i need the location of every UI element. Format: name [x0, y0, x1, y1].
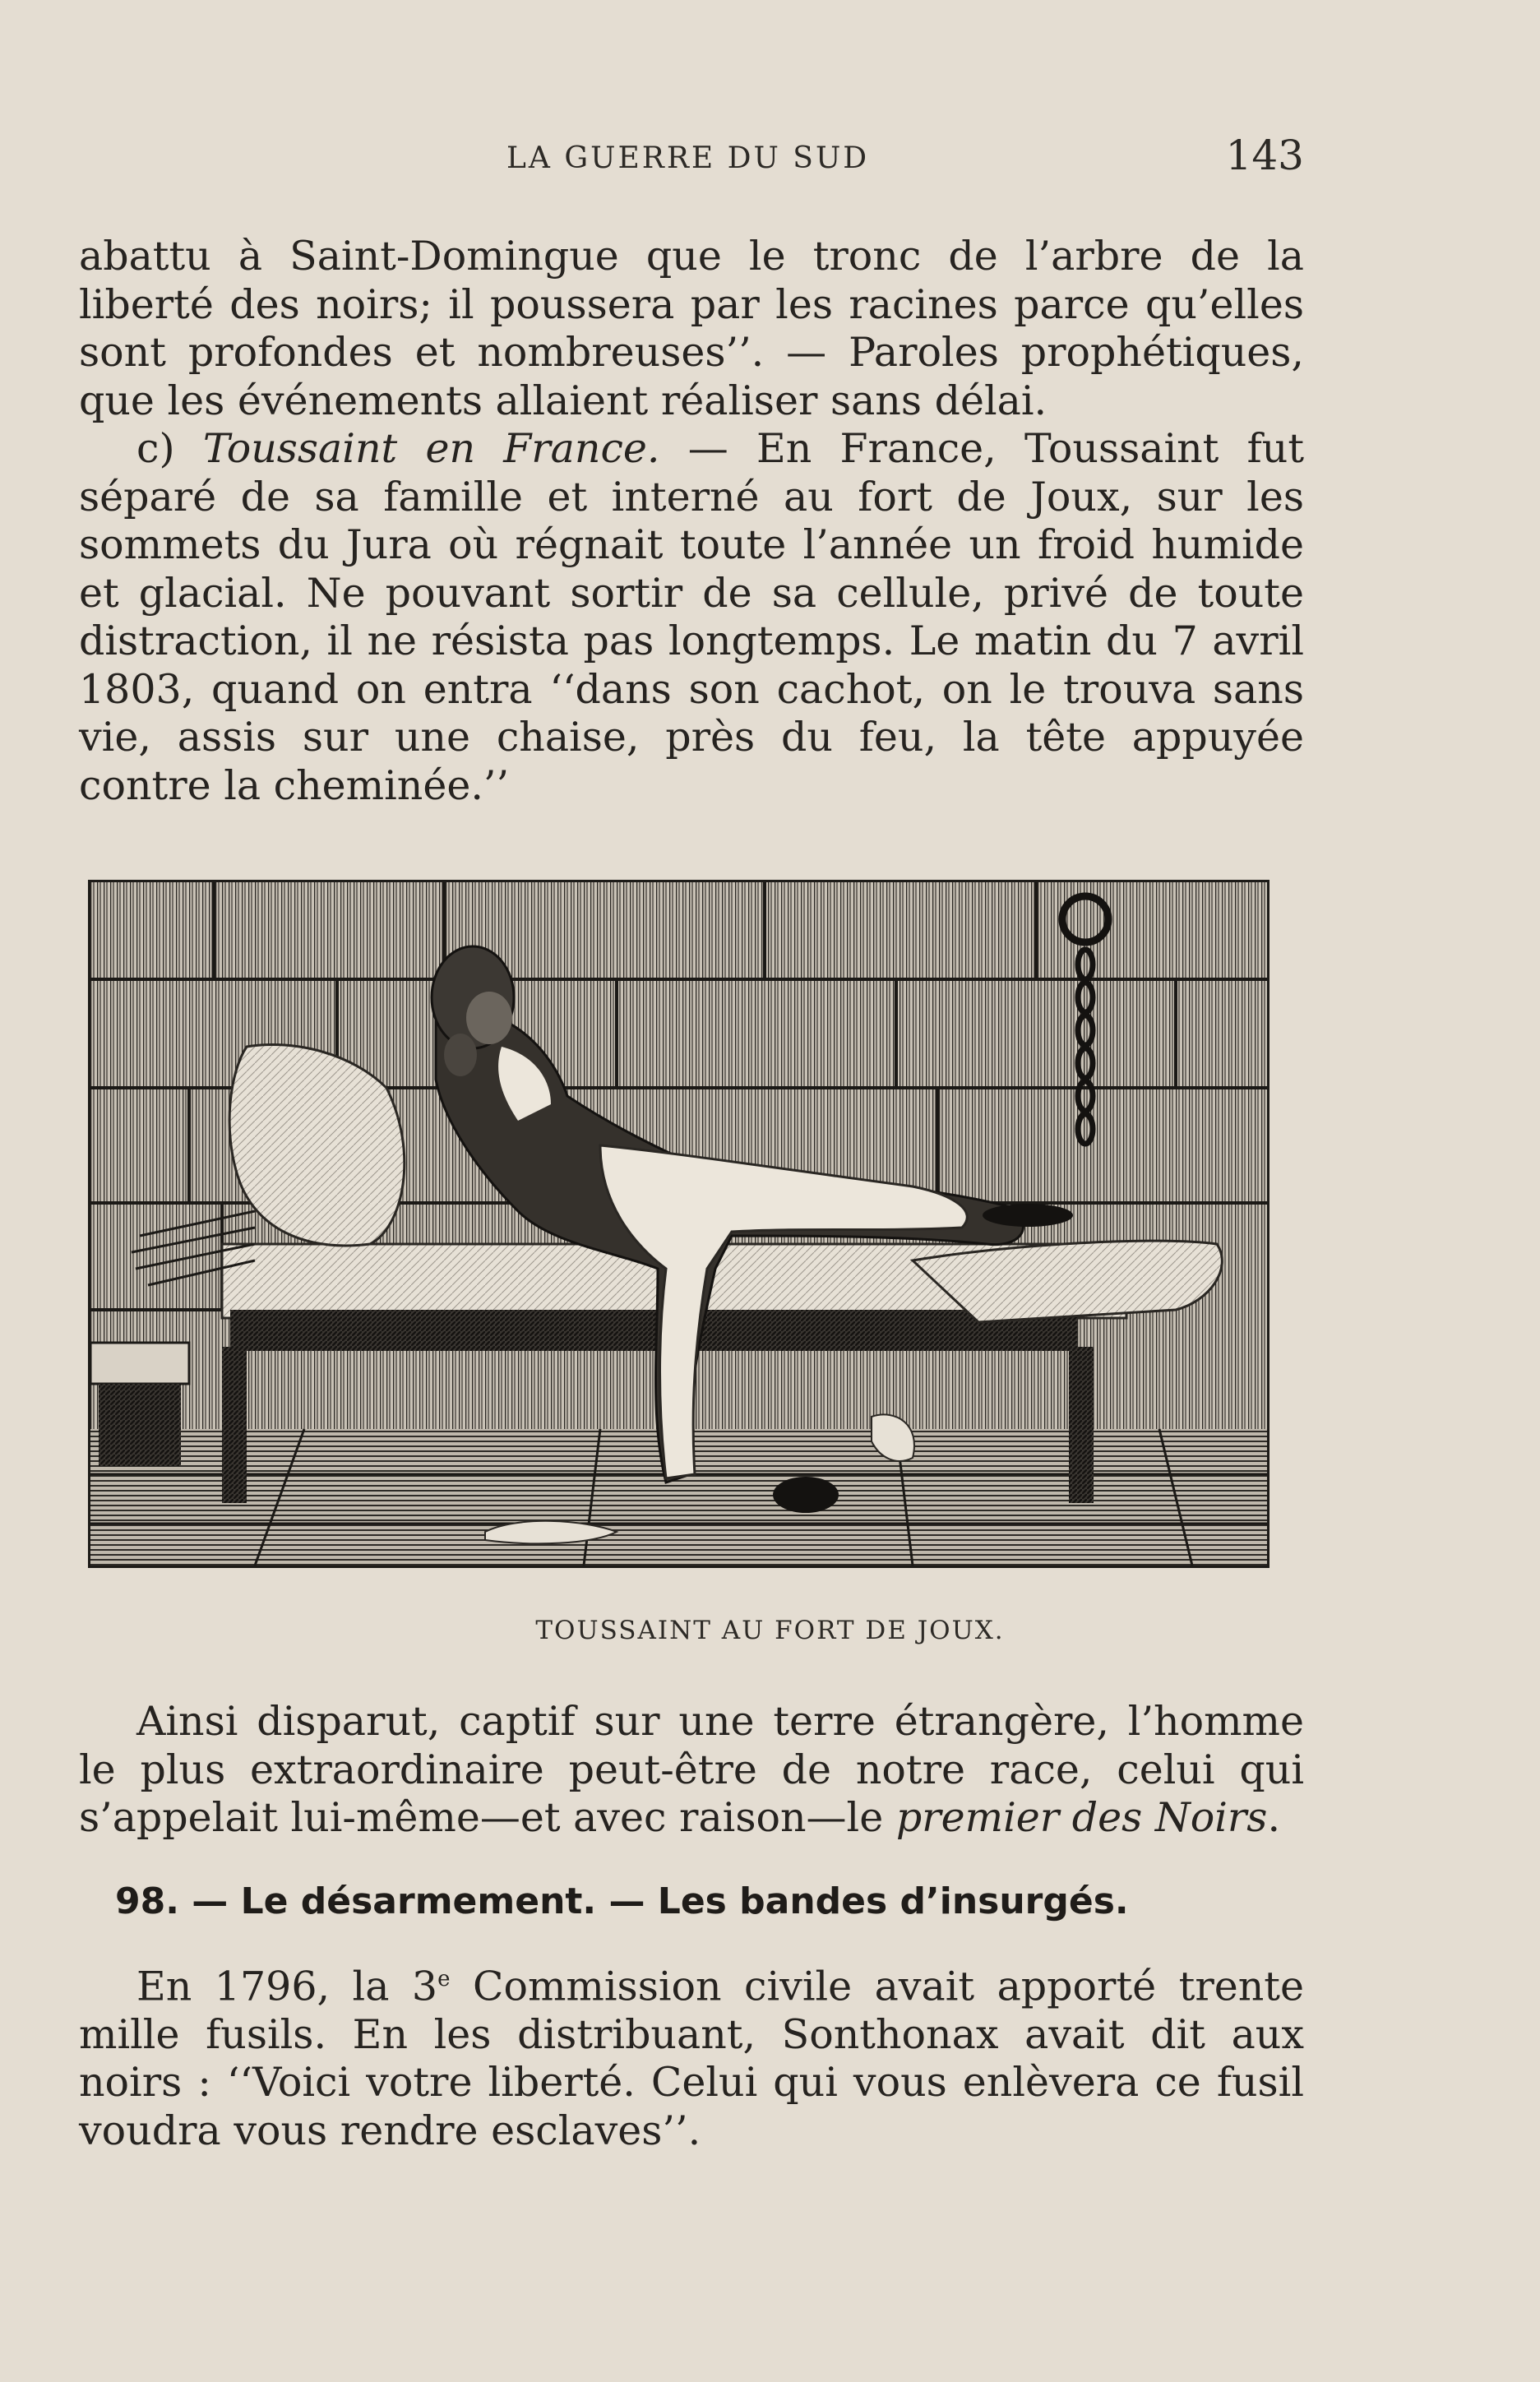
subsection-label: c) — [136, 425, 175, 472]
paragraph-text: Ainsi disparut, captif sur une terre étrangère, l’homme le plus extraordinaire peut-être de notre race, celui qui s’appelait lui-même—et avec raison—le — [79, 1698, 1304, 1841]
text-block-bottom — [79, 1955, 1304, 2155]
paragraph-body: — En France, Toussaint fut séparé de sa famille et interné au fort de Joux, sur les sommets du Jura où régnait toute l’année un froid humide et glacial. Ne pouvant sortir de sa cellule, privé de toute distraction, il ne résista pas longtemps. Le matin du 7 avril 1803, quand on entra ‘‘dans son cachot, on le trouva sans vie, assis sur une chaise, près du feu, la tête appuyée contre la cheminée.’’ — [79, 425, 1305, 809]
paragraph-end: . — [1267, 1794, 1281, 1841]
text-block-middle — [79, 1698, 1304, 1843]
paragraph-text-b: Commission civile avait apporté trente mille fusils. En les distribuant, Sonthonax avait dit aux noirs : ‘‘Voici votre liberté. Celui qui vous enlèvera ce fusil voudra vous rendre esclaves’’. — [79, 1963, 1304, 2154]
running-title: LA GUERRE DU SUD — [506, 141, 870, 175]
text-block-top — [79, 233, 1304, 810]
paragraph-ainsi-disparut — [79, 1698, 1304, 1843]
engraving-illustration — [88, 880, 1269, 1568]
paragraph-toussaint-en-france — [79, 425, 1304, 810]
paragraph-text-a: En 1796, la 3 — [136, 1963, 438, 2010]
emphasis-premier-des-noirs: premier des Noirs — [895, 1794, 1268, 1841]
paragraph-continued: abattu à Saint-Domingue que le tronc de l’arbre de la liberté des noirs; il poussera par les racines parce qu’elles sont profondes et nombreuses’’. — Paroles prophétiques, que les événements allaient réaliser sans délai. — [79, 233, 1304, 424]
page-number: 143 — [1225, 132, 1304, 179]
subsection-title: Toussaint en France. — [202, 425, 660, 472]
paragraph-desarmement — [79, 1955, 1304, 2155]
ordinal-superscript: e — [437, 1967, 451, 1991]
running-head — [79, 132, 1304, 187]
figure-caption: TOUSSAINT AU FORT DE JOUX. — [535, 1616, 1005, 1645]
section-heading: 98. — Le désarmement. — Les bandes d’insurgés. — [115, 1880, 1129, 1922]
